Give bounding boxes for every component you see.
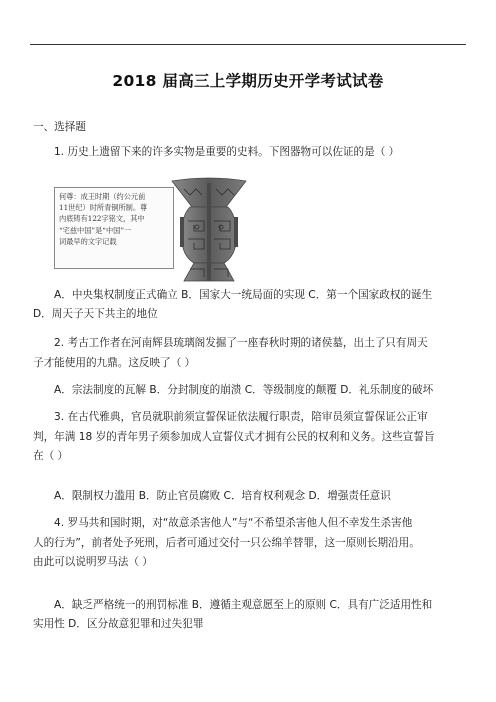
question-4-option-line: 实用性 D．区分故意犯罪和过失犯罪: [33, 618, 204, 630]
question-4-stem-line: 4. 罗马共和国时期，对“故意杀害他人”与“不希望杀害他人但不幸发生杀害他: [54, 517, 413, 529]
caption-line: 何尊：成王时期（约公元前: [59, 192, 146, 201]
question-4-option-line: A．缺乏严格统一的刑罚标准 B．遵循主观意愿至上的原则 C．具有广泛适用性和: [54, 599, 433, 611]
question-4-stem-cont: [33, 534, 465, 573]
question-2-stem-cont: [33, 354, 465, 373]
question-3-stem-line: 判，年满 18 岁的青年男子须参加成人宣誓仪式才拥有公民的权利和义务。这些宣誓旨: [33, 431, 435, 443]
caption-line: “宅兹中国”是“中国”一: [59, 225, 132, 235]
caption-line: 词最早的文字记载: [59, 236, 117, 246]
question-1-stem-line: 1. 历史上遗留下来的许多实物是重要的史料。下图器物可以佐证的是（ ）: [54, 146, 400, 158]
caption-line: 11世纪）时所青铜所制。尊: [59, 203, 148, 213]
question-2-option-line: A．宗法制度的瓦解 B．分封制度的崩溃 C．等级制度的颠覆 D．礼乐制度的破坏: [54, 384, 434, 396]
question-1-option-line: D．周天子天下共主的地位: [33, 308, 158, 320]
question-4-stem-line: 人的行为”，前者处予死刑，后者可通过交付一只公绵羊替罪，这一原则长期沿用。: [33, 537, 420, 549]
question-2-stem-line: 2. 考古工作者在河南辉县琉璃阁发掘了一座春秋时期的诸侯墓，出土了只有周天: [54, 337, 428, 349]
question-1-option-line: A．中央集权制度正式确立 B．国家大一统局面的实现 C．第一个国家政权的诞生: [54, 289, 433, 301]
section-heading: [33, 118, 465, 137]
question-1-options: [33, 286, 486, 305]
question-4-options: [33, 596, 486, 615]
question-4-options-cont: [33, 615, 465, 634]
question-3-stem-line: 3. 在古代雅典，官员就职前须宣誓保证依法履行职责，陪审员须宣誓保证公正审: [54, 411, 428, 423]
caption-line: 内底铸有122字铭文，其中: [59, 214, 145, 224]
header-rule: [30, 44, 466, 45]
bronze-zun-vessel-image: [164, 177, 254, 285]
question-4-stem: [33, 514, 486, 533]
question-1-figure: [54, 177, 254, 285]
figure-caption-box: [54, 187, 174, 269]
question-3-options: [33, 487, 486, 506]
question-3-stem-line: 在（ ）: [33, 450, 69, 463]
question-3-stem-cont: [33, 428, 465, 467]
question-4-stem-line: 由此可以说明罗马法（ ）: [33, 556, 153, 569]
question-3-option-line: A．限制权力滥用 B．防止官员腐败 C．培育权利观念 D．增强责任意识: [54, 490, 391, 502]
question-2-options: [33, 381, 486, 400]
question-1-options-cont: [33, 305, 465, 324]
question-1-stem: [33, 143, 486, 162]
page-title: 2018 届高三上学期历史开学考试试卷: [112, 72, 384, 90]
section-heading-text: 一、选择题: [33, 121, 86, 133]
question-3-stem: [33, 408, 486, 427]
question-2-stem: [33, 334, 486, 353]
question-2-stem-line: 子才能使用的九鼎。这反映了（ ）: [33, 357, 196, 369]
